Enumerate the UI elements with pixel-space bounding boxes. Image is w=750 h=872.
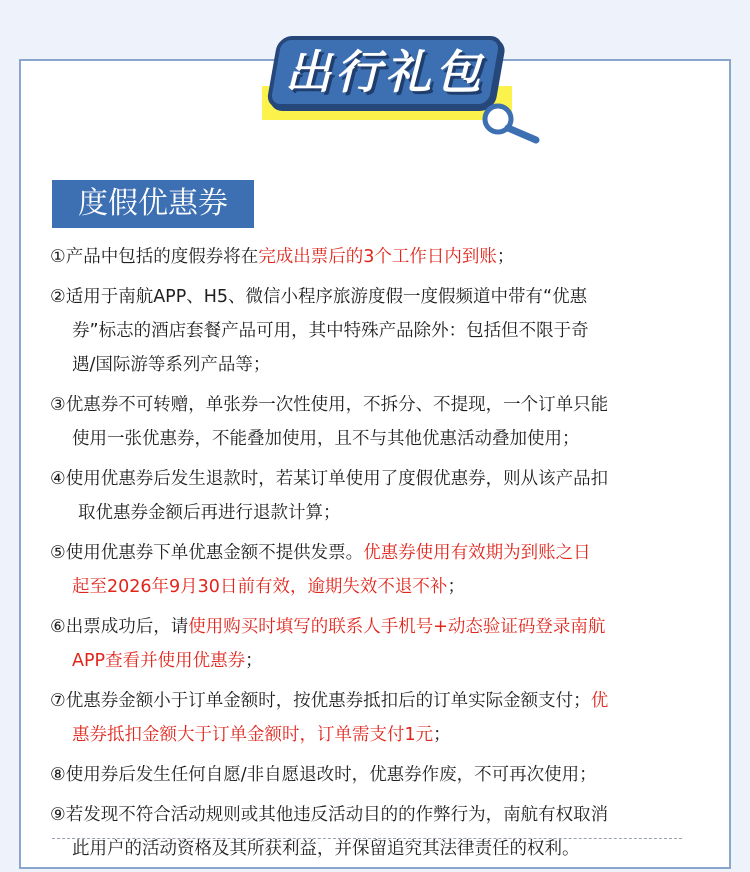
rule-line bbox=[50, 570, 700, 604]
rule-line bbox=[50, 610, 700, 644]
rule-text: ⑦优惠券金额小于订单金额时，按优惠券抵扣后的订单实际金额支付； bbox=[50, 691, 591, 711]
rule-line bbox=[50, 422, 700, 456]
rule-line bbox=[50, 684, 700, 718]
rule-text: ⑥出票成功后，请 bbox=[50, 617, 189, 637]
highlighted-text: 完成出票后的3个工作日内到账 bbox=[258, 247, 497, 267]
rule-text: ①产品中包括的度假券将在 bbox=[50, 247, 259, 267]
rule-line bbox=[50, 388, 700, 422]
rule-line bbox=[50, 280, 700, 314]
rule-item bbox=[50, 684, 700, 752]
rule-text: ⑧使用券后发生任何自愿/非自愿退改时，优惠券作废，不可再次使用； bbox=[50, 765, 597, 785]
rule-text: ③优惠券不可转赠，单张券一次性使用，不拆分、不提现，一个订单只能 bbox=[50, 395, 609, 415]
rule-item bbox=[50, 240, 700, 274]
rule-line bbox=[50, 644, 700, 678]
highlighted-text: 优惠券使用有效期为到账之日 bbox=[363, 543, 591, 563]
rule-text: 遇/国际游等系列产品等； bbox=[72, 355, 271, 375]
rule-text: ⑤使用优惠券下单优惠金额不提供发票。 bbox=[50, 543, 364, 563]
rule-item bbox=[50, 280, 700, 382]
rule-line bbox=[50, 240, 700, 274]
dashed-divider bbox=[52, 838, 682, 839]
rule-line bbox=[50, 496, 700, 530]
rule-line bbox=[50, 758, 700, 792]
rule-text: 取优惠券金额后再进行退款计算； bbox=[78, 503, 341, 523]
rule-line bbox=[50, 462, 700, 496]
gift-pack-banner bbox=[262, 30, 512, 140]
rule-item bbox=[50, 798, 700, 866]
rule-text: 此用户的活动资格及其所获利益，并保留追究其法律责任的权利。 bbox=[72, 839, 580, 859]
rule-item bbox=[50, 610, 700, 678]
rule-item bbox=[50, 758, 700, 792]
rule-line bbox=[50, 798, 700, 832]
rule-item bbox=[50, 388, 700, 456]
rule-text: 使用一张优惠券，不能叠加使用，且不与其他优惠活动叠加使用； bbox=[72, 429, 580, 449]
banner-title: 出行礼包 bbox=[285, 45, 485, 99]
highlighted-text: 优 bbox=[590, 691, 609, 711]
rule-text: ； bbox=[447, 577, 465, 597]
rule-line bbox=[50, 718, 700, 752]
highlighted-text: 使用购买时填写的联系人手机号+动态验证码登录南航 bbox=[188, 617, 606, 637]
section-title: 度假优惠券 bbox=[52, 180, 254, 228]
rule-item bbox=[50, 536, 700, 604]
highlighted-text: APP查看并使用优惠券 bbox=[72, 651, 246, 671]
rule-line bbox=[50, 348, 700, 382]
rule-text: ； bbox=[245, 651, 263, 671]
rule-item bbox=[50, 462, 700, 530]
rule-text: ； bbox=[433, 725, 451, 745]
highlighted-text: 起至2026年9月30日前有效，逾期失效不退不补 bbox=[72, 577, 448, 597]
rule-line bbox=[50, 314, 700, 348]
rule-text: ②适用于南航APP、H5、微信小程序旅游度假一度假频道中带有“优惠 bbox=[50, 287, 588, 307]
highlighted-text: 惠券抵扣金额大于订单金额时，订单需支付1元 bbox=[72, 725, 434, 745]
rules-list bbox=[50, 240, 700, 872]
rule-line bbox=[50, 536, 700, 570]
rule-text: ⑨若发现不符合活动规则或其他违反活动目的的作弊行为，南航有权取消 bbox=[50, 805, 609, 825]
magnifier-icon bbox=[478, 99, 548, 149]
rule-text: ④使用优惠券后发生退款时，若某订单使用了度假优惠券，则从该产品扣 bbox=[50, 469, 609, 489]
rule-text: 券”标志的酒店套餐产品可用，其中特殊产品除外：包括但不限于奇 bbox=[72, 321, 589, 341]
rule-text: ； bbox=[496, 247, 515, 267]
